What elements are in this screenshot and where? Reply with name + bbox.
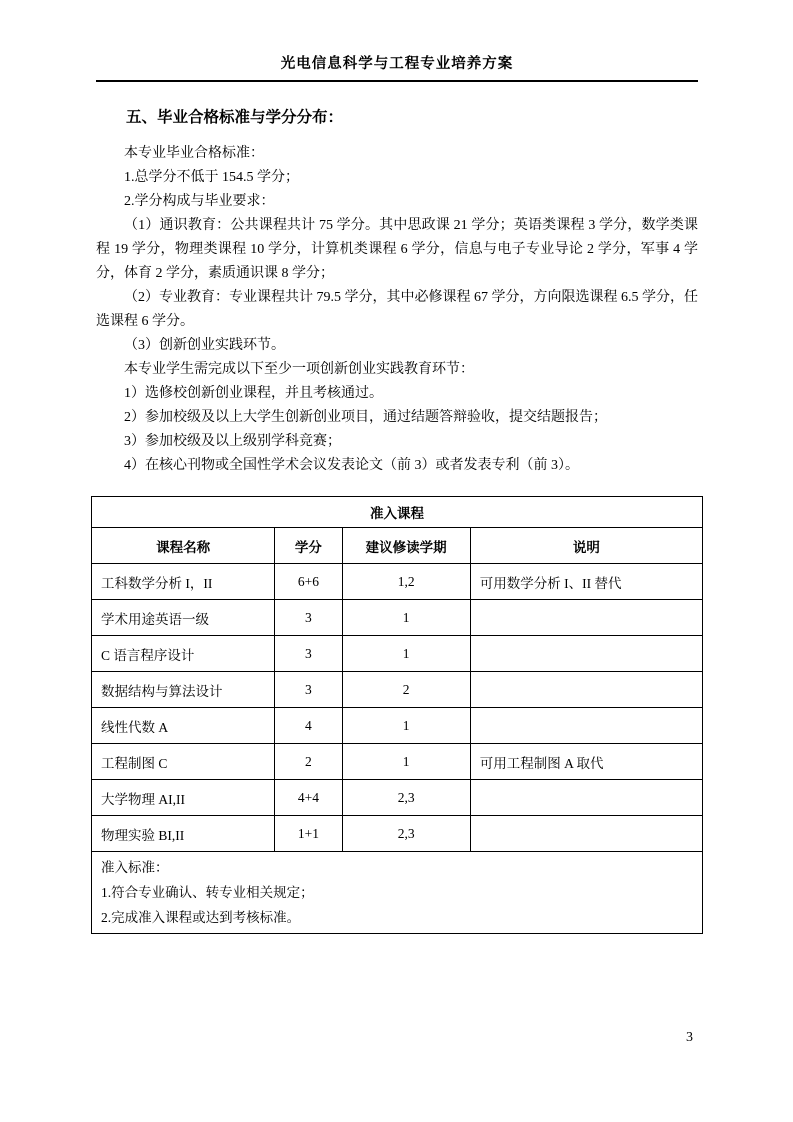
criteria-cell: [92, 852, 703, 934]
header-title: 光电信息科学与工程专业培养方案: [280, 56, 514, 72]
table-row: [92, 600, 703, 636]
note-cell: [470, 600, 702, 636]
note-cell: [470, 816, 702, 852]
table-header-row: [92, 528, 703, 564]
paragraph: （2）专业教育：专业课程共计 79.5 学分，其中必修课程 67 学分，方向限选课程 6.5 学分，任选课程 6 学分。: [96, 290, 698, 329]
table-row: [92, 744, 703, 780]
credits-cell: 4: [275, 708, 342, 744]
credits-cell: 2: [275, 744, 342, 780]
col-header-note: 说明: [470, 528, 702, 564]
semester-cell: 2,3: [342, 780, 470, 816]
credits-cell: 3: [275, 672, 342, 708]
course-name-cell: 工程制图 C: [92, 744, 275, 780]
table-title: 准入课程: [92, 497, 703, 528]
table-row: [92, 708, 703, 744]
semester-cell: 1: [342, 744, 470, 780]
paragraph: 2.学分构成与毕业要求：: [124, 194, 275, 209]
semester-cell: 2: [342, 672, 470, 708]
credits-cell: 4+4: [275, 780, 342, 816]
course-name-cell: 物理实验 BI,II: [92, 816, 275, 852]
course-name-cell: C 语言程序设计: [92, 636, 275, 672]
paragraph: 本专业毕业合格标准：: [124, 146, 264, 161]
criteria-line: 1.符合专业确认、转专业相关规定；: [101, 885, 314, 900]
semester-cell: 1: [342, 636, 470, 672]
admission-course-table: [91, 496, 703, 934]
table-row: [92, 636, 703, 672]
note-cell: [470, 708, 702, 744]
course-name-cell: 线性代数 A: [92, 708, 275, 744]
table-row: [92, 672, 703, 708]
paragraph: 本专业学生需完成以下至少一项创新创业实践教育环节：: [124, 362, 474, 377]
col-header-semester: 建议修读学期: [342, 528, 470, 564]
paragraph: 3）参加校级及以上级别学科竞赛；: [124, 434, 341, 449]
paragraph: 1）选修校创新创业课程，并且考核通过。: [124, 386, 383, 401]
credits-cell: 6+6: [275, 564, 342, 600]
course-name-cell: 学术用途英语一级: [92, 600, 275, 636]
page-number: 3: [686, 1030, 693, 1045]
section-title: 五、毕业合格标准与学分分布：: [126, 109, 344, 126]
table-criteria-row: [92, 852, 703, 934]
page-header: [96, 52, 698, 82]
note-cell: [470, 672, 702, 708]
credits-cell: 3: [275, 636, 342, 672]
note-cell: [470, 636, 702, 672]
note-cell: 可用工程制图 A 取代: [470, 744, 702, 780]
col-header-credits: 学分: [275, 528, 342, 564]
course-name-cell: 大学物理 AI,II: [92, 780, 275, 816]
paragraph: 2）参加校级及以上大学生创新创业项目，通过结题答辩验收，提交结题报告；: [124, 410, 607, 425]
criteria-line: 2.完成准入课程或达到考核标准。: [101, 910, 301, 925]
semester-cell: 1: [342, 708, 470, 744]
note-cell: [470, 780, 702, 816]
paragraph: 1.总学分不低于 154.5 学分；: [124, 170, 299, 185]
paragraph: （1）通识教育：公共课程共计 75 学分。其中思政课 21 学分；英语类课程 3 学分，数学类课程 19 学分，物理类课程 10 学分，计算机类课程 6 学分，信息与电子专业导论 2 学分，军事 4 学分，体育 2 学分，素质通识课 8 学分；: [96, 218, 698, 281]
table-row: [92, 564, 703, 600]
semester-cell: 2,3: [342, 816, 470, 852]
credits-cell: 1+1: [275, 816, 342, 852]
table-row: [92, 816, 703, 852]
table-row: [92, 780, 703, 816]
note-cell: 可用数学分析 I、II 替代: [470, 564, 702, 600]
body-text: [96, 142, 698, 478]
credits-cell: 3: [275, 600, 342, 636]
semester-cell: 1: [342, 600, 470, 636]
criteria-line: 准入标准：: [101, 860, 169, 875]
course-name-cell: 工科数学分析 I，II: [92, 564, 275, 600]
course-name-cell: 数据结构与算法设计: [92, 672, 275, 708]
paragraph: （3）创新创业实践环节。: [124, 338, 285, 353]
col-header-course-name: 课程名称: [92, 528, 275, 564]
semester-cell: 1,2: [342, 564, 470, 600]
paragraph: 4）在核心刊物或全国性学术会议发表论文（前 3）或者发表专利（前 3）。: [124, 458, 579, 473]
table-title-row: [92, 497, 703, 528]
